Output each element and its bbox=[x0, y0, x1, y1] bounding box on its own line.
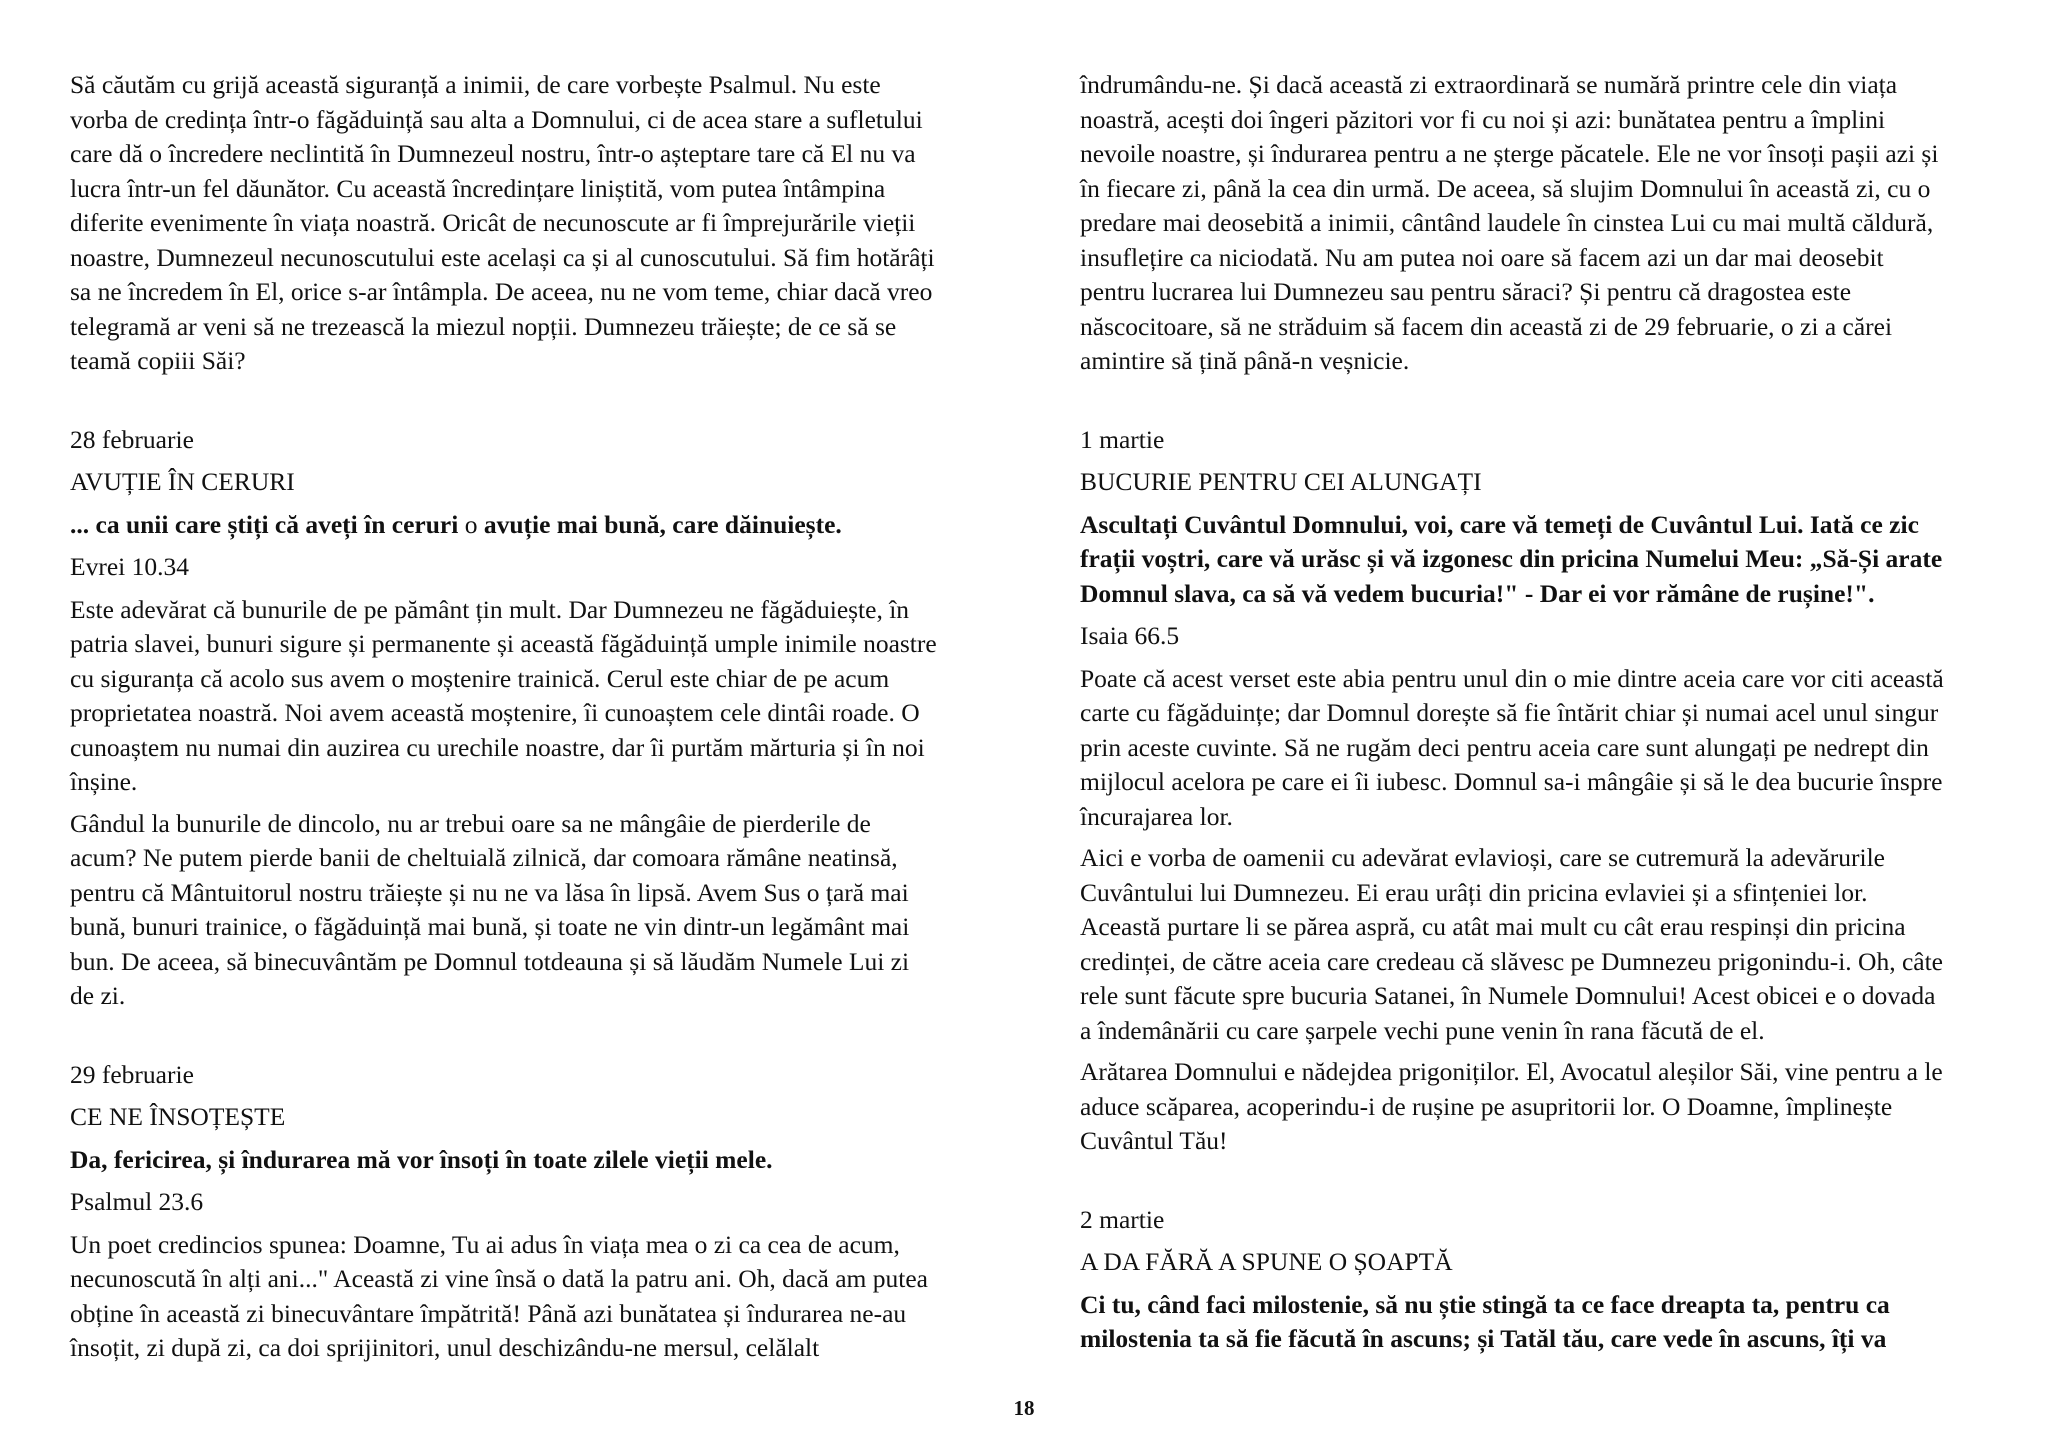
entry-date: 1 martie bbox=[1080, 424, 1165, 454]
devotional-entry-feb-29 bbox=[70, 1058, 1000, 1366]
verse-part-bold: ... ca unii care știți că aveți în ceruri bbox=[70, 509, 459, 539]
body-paragraph: Arătarea Domnului e nădejdea prigoniților. El, Avocatul aleșilor Săi, vine pentru a le aduce scăparea, acoperindu-i de rușine pe asupritorii lor. O Doamne, împlinește Cuvântul Tău! bbox=[1080, 1057, 1943, 1155]
intro-paragraph: îndrumându-ne. Și dacă această zi extraordinară se numără printre cele din viața noastră, acești doi îngeri păzitori vor fi cu noi și azi: bunătatea pentru a împlini nevoile noastre, și îndurarea pentru a ne șterge păcatele. Ele ne vor însoți pașii azi și în fiecare zi, până la cea din urmă. De aceea, să slujim Domnului în această zi, cu o predare mai deosebită a inimii, cântând laudele în cinstea Lui cu mai multă căldură, insuflețire ca niciodată. Nu am putea noi oare să facem azi un dar mai deosebit pentru lucrarea lui Dumnezeu sau pentru săraci? Și pentru că dragostea este născocitoare, să ne străduim să facem din această zi de 29 februarie, o zi a cărei amintire să țină până-n veșnicie. bbox=[1080, 70, 1939, 375]
devotional-entry-mar-2 bbox=[1080, 1203, 2020, 1357]
entry-date: 29 februarie bbox=[70, 1059, 194, 1089]
devotional-entry-feb-28 bbox=[70, 423, 1000, 1014]
body-paragraph: Este adevărat că bunurile de pe pământ țin mult. Dar Dumnezeu ne făgăduiește, în patria slavei, bunuri sigure și permanente și această făgăduință umple inimile noastre cu siguranța că acolo sus avem o moștenire trainică. Cerul este chiar de pe acum proprietatea noastră. Noi avem această moștenire, îi cunoaștem cele dintâi roade. O cunoaștem nu numai din auzirea cu urechile noastre, dar îi purtăm mărturia și în noi înșine. bbox=[70, 594, 937, 796]
verse-reference: Evrei 10.34 bbox=[70, 552, 189, 581]
entry-date: 28 februarie bbox=[70, 424, 194, 454]
right-column bbox=[1080, 68, 2020, 1365]
body-paragraph: Aici e vorba de oamenii cu adevărat evlavioși, care se cutremură la adevărurile Cuvântului lui Dumnezeu. Ei erau urâți din pricina evlaviei și a sfințeniei lor. Această purtare li se părea aspră, cu atât mai mult cu cât erau respinși din pricina credinței, de către aceia care credeau că slăvesc pe Dumnezeu prigonindu-i. Oh, câte rele sunt făcute spre bucuria Satanei, în Numele Domnului! Acest obicei e o dovada a îndemânării cu care șarpele vechi pune venin în rana făcută de el. bbox=[1080, 843, 1943, 1045]
bible-verse: Ci tu, când faci milostenie, să nu știe stingă ta ce face dreapta ta, pentru ca milostenia ta să fie făcută în ascuns; și Tatăl tău, care vede în ascuns, îți va bbox=[1080, 1289, 1890, 1353]
entry-date: 2 martie bbox=[1080, 1204, 1165, 1234]
body-paragraph: Un poet credincios spunea: Doamne, Tu ai adus în viața mea o zi ca cea de acum, necunoscută în alți ani..." Această zi vine însă o dată la patru ani. Oh, dacă am putea obține în această zi binecuvântare împătrită! Până azi bunătatea și îndurarea ne-au însoțit, zi după zi, ca doi sprijinitori, unul deschizându-ne mersul, celălalt bbox=[70, 1229, 928, 1362]
body-paragraph: Poate că acest verset este abia pentru unul din o mie dintre aceia care vor citi această carte cu făgăduințe; dar Domnul dorește să fie întărit chiar și numai acel unul singur prin aceste cuvinte. Să ne rugăm deci pentru aceia care sunt alungați pe nedrept din mijlocul acelora pe care ei îi iubesc. Domnul sa-i mângâie și să le dea bucurie înspre încurajarea lor. bbox=[1080, 663, 1944, 831]
entry-title: CE NE ÎNSOȚEȘTE bbox=[70, 1102, 286, 1131]
page-number: 18 bbox=[1013, 1396, 1035, 1420]
devotional-entry-mar-1 bbox=[1080, 423, 2020, 1159]
left-column bbox=[70, 68, 1000, 1373]
verse-part-bold: avuție mai bună, care dăinuiește. bbox=[483, 509, 842, 539]
entry-title: A DA FĂRĂ A SPUNE O ȘOAPTĂ bbox=[1080, 1247, 1453, 1276]
bible-verse bbox=[70, 508, 1000, 543]
verse-reference: Psalmul 23.6 bbox=[70, 1187, 204, 1216]
bible-verse: Da, fericirea, și îndurarea mă vor însoți în toate zilele vieții mele. bbox=[70, 1144, 773, 1174]
body-paragraph: Gândul la bunurile de dincolo, nu ar trebui oare sa ne mângâie de pierderile de acum? Ne putem pierde banii de cheltuială zilnică, dar comoara rămâne neatinsă, pentru că Mântuitorul nostru trăiește și nu ne va lăsa în lipsă. Avem Sus o țară mai bună, bunuri trainice, o făgăduință mai bună, și toate ne vin dintr-un legământ mai bun. De aceea, să binecuvântăm pe Domnul totdeauna și să lăudăm Numele Lui zi de zi. bbox=[70, 808, 910, 1010]
verse-part-plain: o bbox=[458, 509, 484, 539]
entry-title: AVUȚIE ÎN CERURI bbox=[70, 467, 295, 496]
bible-verse: Ascultați Cuvântul Domnului, voi, care vă temeți de Cuvântul Lui. Iată ce zic frații voștri, care vă urăsc și vă izgonesc din pricina Numelui Meu: „Să-Și arate Domnul slava, ca să vă vedem bucuria!" - Dar ei vor rămâne de rușine!". bbox=[1080, 509, 1943, 608]
intro-paragraph: Să căutăm cu grijă această siguranță a inimii, de care vorbește Psalmul. Nu este vorba de credința într-o făgăduință sau alta a Domnului, ci de acea stare a sufletului care dă o încredere neclintită în Dumnezeul nostru, într-o așteptare tare că El nu va lucra într-un fel dăunător. Cu această încredințare liniștită, vom putea întâmpina diferite evenimente în viața noastră. Oricât de necunoscute ar fi împrejurările vieții noastre, Dumnezeul necunoscutului este același ca și al cunoscutului. Să fim hotărâți sa ne încredem în El, orice s-ar întâmpla. De aceea, nu ne vom teme, chiar dacă vreo telegramă ar veni să ne trezească la miezul nopții. Dumnezeu trăiește; de ce să se teamă copiii Săi? bbox=[70, 70, 935, 375]
verse-reference: Isaia 66.5 bbox=[1080, 621, 1180, 650]
entry-title: BUCURIE PENTRU CEI ALUNGAȚI bbox=[1080, 467, 1482, 496]
